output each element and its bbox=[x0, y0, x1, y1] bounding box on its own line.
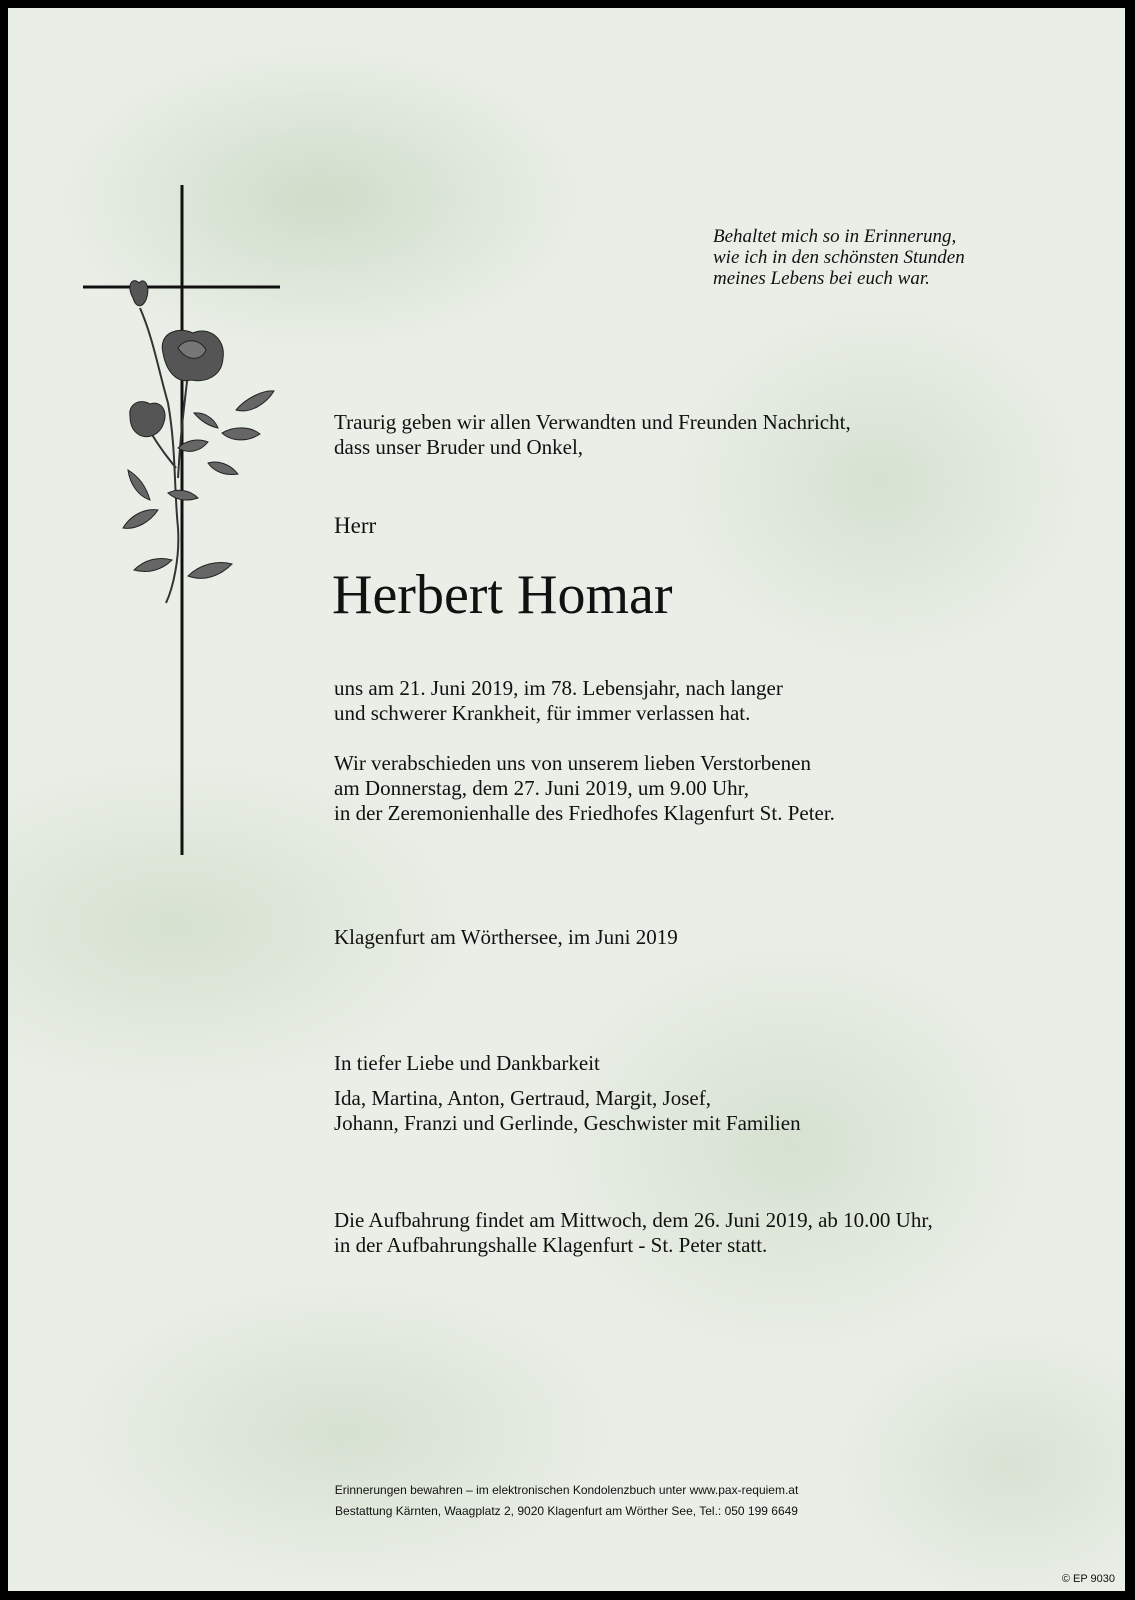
deceased-title: Herr bbox=[334, 513, 377, 538]
mourners-heading: In tiefer Liebe und Dankbarkeit bbox=[334, 1051, 600, 1075]
mourners-line: Johann, Franzi und Gerlinde, Geschwister mit Familien bbox=[334, 1111, 801, 1135]
farewell-line: am Donnerstag, dem 27. Juni 2019, um 9.00 Uhr, bbox=[334, 776, 750, 800]
passing-notice bbox=[334, 676, 783, 726]
intro-line: Traurig geben wir allen Verwandten und Freunden Nachricht, bbox=[334, 410, 851, 434]
quote-line: wie ich in den schönsten Stunden bbox=[713, 247, 965, 268]
intro-line: dass unser Bruder und Onkel, bbox=[334, 435, 584, 459]
passing-line: uns am 21. Juni 2019, im 78. Lebensjahr, nach langer bbox=[334, 676, 783, 700]
condolence-book-note: Erinnerungen bewahren – im elektronischen Kondolenzbuch unter www.pax-requiem.at bbox=[334, 1483, 799, 1497]
footer bbox=[8, 1480, 1125, 1522]
lying-in-state-notice bbox=[334, 1208, 933, 1258]
mourners-line: Ida, Martina, Anton, Gertraud, Margit, Josef, bbox=[334, 1086, 711, 1110]
rose-icon bbox=[123, 281, 274, 603]
quote-line: Behaltet mich so in Erinnerung, bbox=[713, 226, 957, 247]
memorial-quote bbox=[713, 226, 1013, 289]
copyright-mark: © EP 9030 bbox=[1061, 1573, 1115, 1585]
undertaker-address: Bestattung Kärnten, Waagplatz 2, 9020 Klagenfurt am Wörther See, Tel.: 050 199 6649 bbox=[335, 1504, 798, 1518]
deceased-name: Herbert Homar bbox=[332, 564, 673, 626]
farewell-notice bbox=[334, 751, 835, 826]
announcement-intro bbox=[334, 410, 851, 460]
lying-in-state-line: Die Aufbahrung findet am Mittwoch, dem 26. Juni 2019, ab 10.00 Uhr, bbox=[334, 1208, 933, 1232]
obituary-card bbox=[8, 8, 1125, 1591]
quote-line: meines Lebens bei euch war. bbox=[713, 268, 930, 289]
farewell-line: Wir verabschieden uns von unserem lieben Verstorbenen bbox=[334, 751, 811, 775]
passing-line: und schwerer Krankheit, für immer verlassen hat. bbox=[334, 701, 751, 725]
farewell-line: in der Zeremonienhalle des Friedhofes Klagenfurt St. Peter. bbox=[334, 801, 835, 825]
mourners-names bbox=[334, 1086, 801, 1136]
place-and-date: Klagenfurt am Wörthersee, im Juni 2019 bbox=[334, 925, 678, 949]
lying-in-state-line: in der Aufbahrungshalle Klagenfurt - St. Peter statt. bbox=[334, 1233, 768, 1257]
